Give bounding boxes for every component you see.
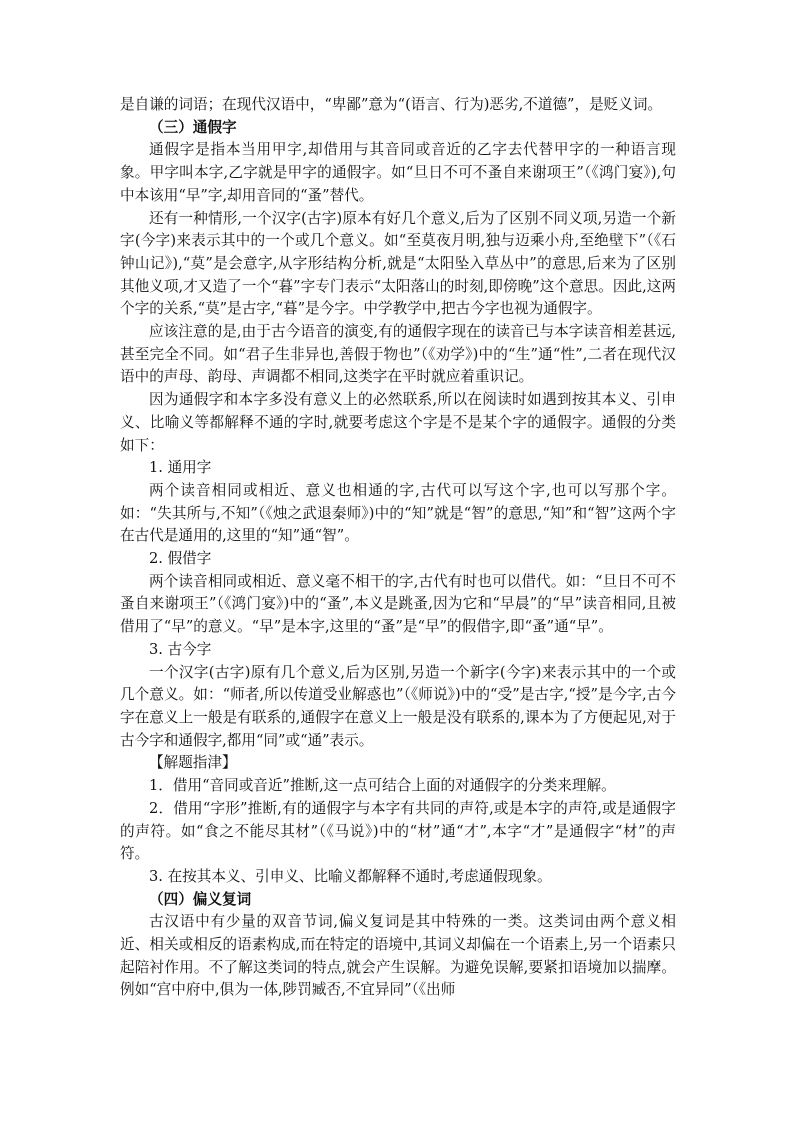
tip-item-2: 2．借用“字形”推断,有的通假字与本字有共同的声符,或是本字的声符,或是通假字的声符。如“食之不能尽其材”（《马说》)中的“材”通“才”,本字“才”是通假字“材”的声符。	[120, 799, 676, 863]
subheading-gujinzi: 3. 古今字	[149, 640, 212, 658]
subheading-tongyongzi: 1. 通用字	[149, 459, 212, 477]
tip-item-1: 1．借用“音同或音近”推断,这一点可结合上面的对通假字的分类来理解。	[149, 777, 616, 795]
paragraph-guji-zi: 还有一种情形,一个汉字(古字)原本有好几个意义,后为了区别不同义项,另造一个新字(今字)来表示其中的一个或几个意义。如“至莫夜月明,独与迈乘小舟,至绝壁下”（《石钟山记》),“莫”是会意字,从字形结构分析,就是“太阳坠入草丛中”的意思,后来为了区别其他义项,才又造了一个“暮”字专门表示“太阳落山的时刻,即傍晚”这个意思。因此,这两个字的关系,“莫”是古字,“暮”是今字。中学教学中,把古今字也视为通假字。	[120, 209, 676, 318]
tips-heading: 【解题指津】	[149, 754, 237, 772]
paragraph-gujinzi: 一个汉字(古字)原有几个意义,后为区别,另造一个新字(今字)来表示其中的一个或几个意义。如：“师者,所以传道受业解惑也”（《师说》)中的“受”是古字,“授”是今字,古今字在意义上一般是有联系的,通假字在意义上一般是没有联系的,课本为了方便起见,对于古今字和通假字,都用“同”或“通”表示。	[120, 663, 676, 749]
subheading-jiajiezi: 2. 假借字	[149, 550, 212, 568]
tip-item-3: 3. 在按其本义、引申义、比喻义都解释不通时,考虑通假现象。	[149, 867, 552, 885]
paragraph-pronunciation: 应该注意的是,由于古今语音的演变,有的通假字现在的读音已与本字读音相差甚远,甚至完全不同。如“君子生非异也,善假于物也”（《劝学》)中的“生”通“性”,二者在现代汉语中的声母、韵母、声调都不相同,这类字在平时就应着重识记。	[120, 323, 676, 386]
section-heading-tongjiazi: （三）通假字	[149, 118, 237, 136]
paragraph-continued: 是自谦的词语；在现代汉语中，“卑鄙”意为“(语言、行为)恶劣,不道德”，是贬义词。	[120, 96, 663, 113]
document-page	[120, 94, 676, 1002]
paragraph-tongyongzi: 两个读音相同或相近、意义也相通的字,古代可以写这个字,也可以写那个字。如：“失其所与,不知”（《烛之武退秦师》)中的“知”就是“智”的意思,“知”和“智”这两个字在古代是通用的,这里的“知”通“智”。	[120, 481, 676, 545]
paragraph-pianyi-fuci: 古汉语中有少量的双音节词,偏义复词是其中特殊的一类。这类词由两个意义相近、相关或相反的语素构成,而在特定的语境中,其词义却偏在一个语素上,另一个语素只起陪衬作用。不了解这类词的特点,就会产生误解。为避免误解,要紧扣语境加以揣摩。例如“宫中府中,俱为一体,陟罚臧否,不宜异同”（《出师	[120, 913, 676, 999]
paragraph-jiajiezi: 两个读音相同或相近、意义毫不相干的字,古代有时也可以借代。如：“旦日不可不蚤自来谢项王”（《鸿门宴》)中的“蚤”,本义是跳蚤,因为它和“早晨”的“早”读音相同,且被借用了“早”的意义。“早”是本字,这里的“蚤”是“早”的假借字,即“蚤”通“早”。	[120, 572, 676, 636]
paragraph-definition: 通假字是指本当用甲字,却借用与其音同或音近的乙字去代替甲字的一种语言现象。甲字叫本字,乙字就是甲字的通假字。如“旦日不可不蚤自来谢项王”（《鸿门宴》),句中本该用“早”字,却用音同的“蚤”替代。	[120, 141, 676, 204]
paragraph-classification-intro: 因为通假字和本字多没有意义上的必然联系,所以在阅读时如遇到按其本义、引申义、比喻义等都解释不通的字时,就要考虑这个字是不是某个字的通假字。通假的分类如下：	[120, 391, 676, 454]
section-heading-pianyi-fuci: （四）偏义复词	[149, 890, 252, 908]
